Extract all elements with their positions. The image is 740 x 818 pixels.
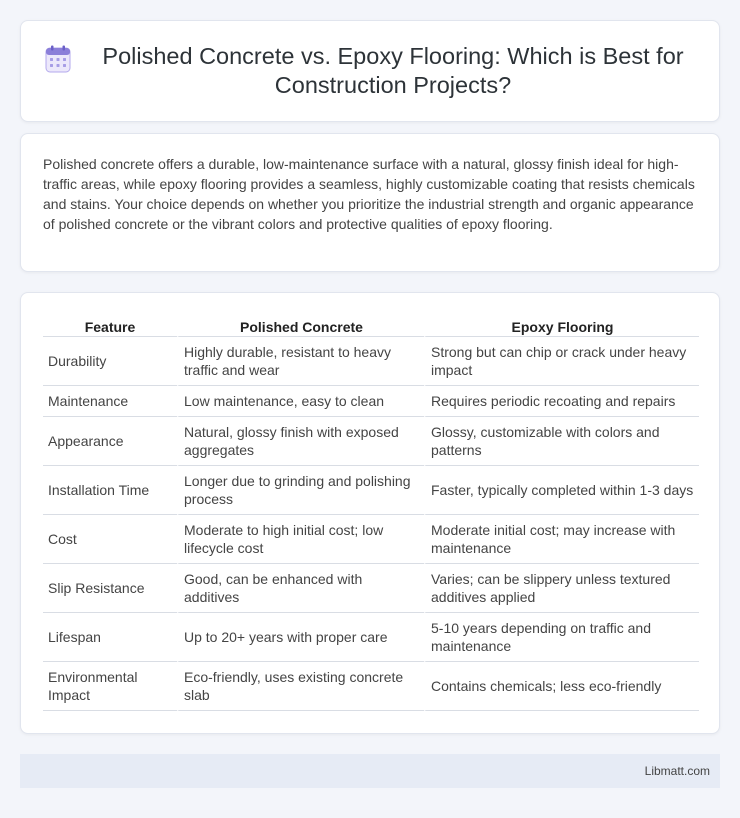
epoxy-flooring-cell: Varies; can be slippery unless textured additives applied bbox=[424, 564, 699, 613]
epoxy-flooring-cell: Glossy, customizable with colors and patterns bbox=[424, 417, 699, 466]
column-header-epoxy-flooring: Epoxy Flooring bbox=[424, 315, 699, 337]
table-row bbox=[43, 337, 699, 386]
footer-brand[interactable]: Libmatt.com bbox=[644, 764, 710, 778]
feature-cell: Durability bbox=[43, 337, 177, 386]
calendar-icon bbox=[45, 45, 71, 73]
epoxy-flooring-cell: 5-10 years depending on traffic and maintenance bbox=[424, 613, 699, 662]
intro-paragraph: Polished concrete offers a durable, low-maintenance surface with a natural, glossy finish ideal for high-traffic areas, while epoxy flooring provides a seamless, highly customizable coating that resists chemicals and stains. Your choice depends on whether you prioritize the industrial strength and organic appearance of polished concrete or the vibrant colors and protective qualities of epoxy flooring. bbox=[43, 156, 695, 232]
polished-concrete-cell: Highly durable, resistant to heavy traffic and wear bbox=[177, 337, 424, 386]
polished-concrete-cell: Longer due to grinding and polishing process bbox=[177, 466, 424, 515]
table-row bbox=[43, 417, 699, 466]
feature-cell: Maintenance bbox=[43, 386, 177, 417]
polished-concrete-cell: Good, can be enhanced with additives bbox=[177, 564, 424, 613]
polished-concrete-cell: Low maintenance, easy to clean bbox=[177, 386, 424, 417]
epoxy-flooring-cell: Moderate initial cost; may increase with maintenance bbox=[424, 515, 699, 564]
table-row bbox=[43, 613, 699, 662]
page-title: Polished Concrete vs. Epoxy Flooring: Which is Best for Construction Projects? bbox=[102, 43, 684, 98]
feature-cell: Environmental Impact bbox=[43, 662, 177, 711]
feature-cell: Cost bbox=[43, 515, 177, 564]
column-header-polished-concrete: Polished Concrete bbox=[177, 315, 424, 337]
feature-cell: Installation Time bbox=[43, 466, 177, 515]
table-row bbox=[43, 466, 699, 515]
table-row bbox=[43, 662, 699, 711]
polished-concrete-cell: Moderate to high initial cost; low lifecycle cost bbox=[177, 515, 424, 564]
polished-concrete-cell: Eco-friendly, uses existing concrete slab bbox=[177, 662, 424, 711]
comparison-card bbox=[20, 292, 720, 734]
epoxy-flooring-cell: Strong but can chip or crack under heavy impact bbox=[424, 337, 699, 386]
feature-cell: Slip Resistance bbox=[43, 564, 177, 613]
polished-concrete-cell: Up to 20+ years with proper care bbox=[177, 613, 424, 662]
table-row bbox=[43, 386, 699, 417]
intro-card bbox=[20, 133, 720, 272]
epoxy-flooring-cell: Faster, typically completed within 1-3 days bbox=[424, 466, 699, 515]
polished-concrete-cell: Natural, glossy finish with exposed aggregates bbox=[177, 417, 424, 466]
table-header-row bbox=[43, 315, 699, 337]
feature-cell: Lifespan bbox=[43, 613, 177, 662]
comparison-table bbox=[43, 315, 699, 711]
feature-cell: Appearance bbox=[43, 417, 177, 466]
table-row bbox=[43, 515, 699, 564]
epoxy-flooring-cell: Contains chemicals; less eco-friendly bbox=[424, 662, 699, 711]
epoxy-flooring-cell: Requires periodic recoating and repairs bbox=[424, 386, 699, 417]
table-row bbox=[43, 564, 699, 613]
footer bbox=[20, 754, 720, 788]
title-card bbox=[20, 20, 720, 122]
column-header-feature: Feature bbox=[43, 315, 177, 337]
